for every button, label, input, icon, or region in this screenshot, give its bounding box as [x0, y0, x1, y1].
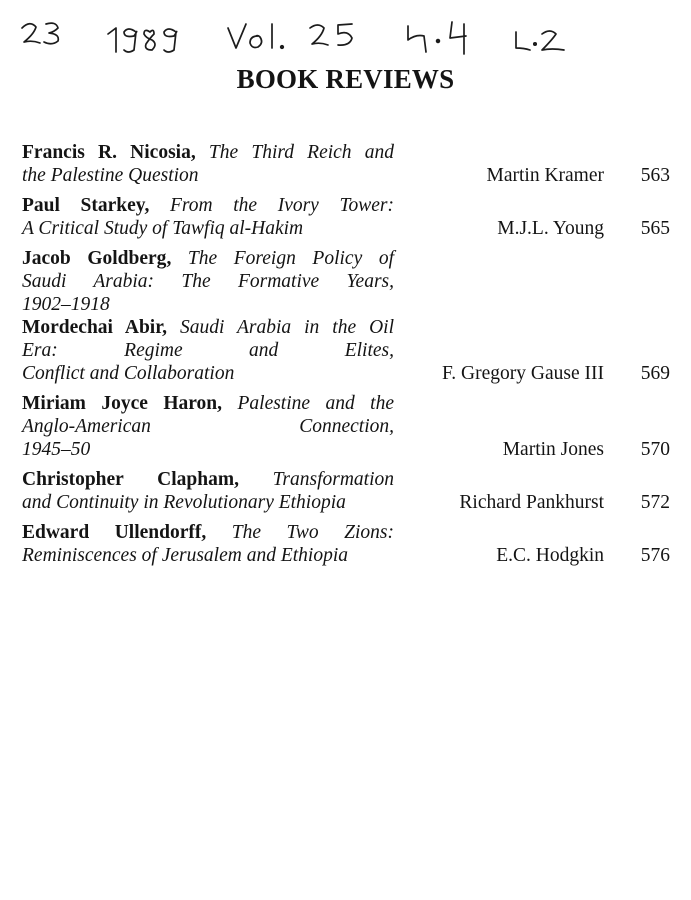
author-name: Mordechai Abir — [22, 317, 163, 338]
citation-line — [22, 544, 394, 567]
review-citation — [22, 468, 394, 514]
author-separator: , — [144, 195, 170, 216]
reviewer-name: Martin Kramer — [486, 165, 604, 186]
page-number: 576 — [640, 545, 670, 566]
book-title: The Third Reich and — [208, 142, 394, 163]
citation-line — [22, 339, 394, 362]
page-number: 572 — [640, 492, 670, 513]
book-title: Transformation — [272, 469, 394, 490]
citation-line — [22, 293, 394, 316]
reviewer-name: F. Gregory Gause III — [442, 363, 604, 384]
citation-line — [22, 415, 394, 438]
author-separator: , — [162, 317, 180, 338]
book-title: 1902–1918 — [22, 294, 110, 315]
author-separator: , — [190, 142, 209, 163]
author-separator: , — [234, 469, 273, 490]
author-name: Edward Ullendorff — [22, 522, 202, 543]
citation-line — [22, 164, 394, 187]
citation-line — [22, 247, 394, 270]
citation-line — [22, 141, 394, 164]
citation-line — [22, 491, 394, 514]
author-name: Miriam Joyce Haron — [22, 393, 218, 414]
reviewer-name: E.C. Hodgkin — [496, 545, 604, 566]
book-title: the Palestine Question — [22, 165, 199, 186]
citation-line — [22, 392, 394, 415]
reviewer-name: Richard Pankhurst — [459, 492, 604, 513]
review-list — [22, 141, 682, 574]
book-title: and Continuity in Revolutionary Ethiopia — [22, 492, 346, 513]
reviewer-name: Martin Jones — [502, 439, 604, 460]
page-number: 563 — [640, 165, 670, 186]
book-title: The Two Zions: — [231, 522, 395, 543]
citation-line — [22, 194, 394, 217]
reviewer-name: M.J.L. Young — [497, 218, 604, 239]
book-title: Conflict and Collaboration — [22, 363, 235, 384]
review-entry — [22, 468, 682, 514]
review-citation — [22, 521, 394, 567]
citation-line — [22, 270, 394, 293]
book-title: Anglo-American Connection, — [22, 416, 394, 437]
review-entry — [22, 141, 682, 187]
citation-line — [22, 362, 394, 385]
review-entry — [22, 194, 682, 240]
review-entry — [22, 521, 682, 567]
page-title: BOOK REVIEWS — [236, 64, 455, 94]
citation-line — [22, 521, 394, 544]
page-number: 569 — [640, 363, 670, 384]
review-citation — [22, 141, 394, 187]
handwriting-strokes — [20, 18, 580, 62]
book-title: Saudi Arabia: The Formative Years, — [22, 271, 394, 292]
book-title: Saudi Arabia in the Oil — [179, 317, 394, 338]
book-title: The Foreign Policy of — [187, 248, 395, 269]
handwritten-annotation — [20, 18, 580, 62]
review-citation — [22, 392, 394, 461]
review-citation — [22, 247, 394, 385]
author-name: Paul Starkey — [22, 195, 145, 216]
author-separator: , — [201, 522, 232, 543]
author-name: Jacob Goldberg — [22, 248, 167, 269]
book-title: Era: Regime and Elites, — [22, 340, 394, 361]
book-title: From the Ivory Tower: — [170, 195, 395, 216]
citation-line — [22, 217, 394, 240]
page-number: 570 — [640, 439, 670, 460]
author-name: Christopher Clapham — [22, 469, 235, 490]
book-title: A Critical Study of Tawfiq al-Hakim — [22, 218, 304, 239]
citation-line — [22, 316, 394, 339]
book-title: Palestine and the — [237, 393, 395, 414]
author-separator: , — [166, 248, 188, 269]
citation-line — [22, 438, 394, 461]
review-entry — [22, 247, 682, 385]
review-citation — [22, 194, 394, 240]
author-separator: , — [217, 393, 238, 414]
citation-line — [22, 468, 394, 491]
book-title: Reminiscences of Jerusalem and Ethiopia — [22, 545, 349, 566]
author-name: Francis R. Nicosia — [22, 142, 191, 163]
page-number: 565 — [640, 218, 670, 239]
review-entry — [22, 392, 682, 461]
book-title: 1945–50 — [22, 439, 91, 460]
